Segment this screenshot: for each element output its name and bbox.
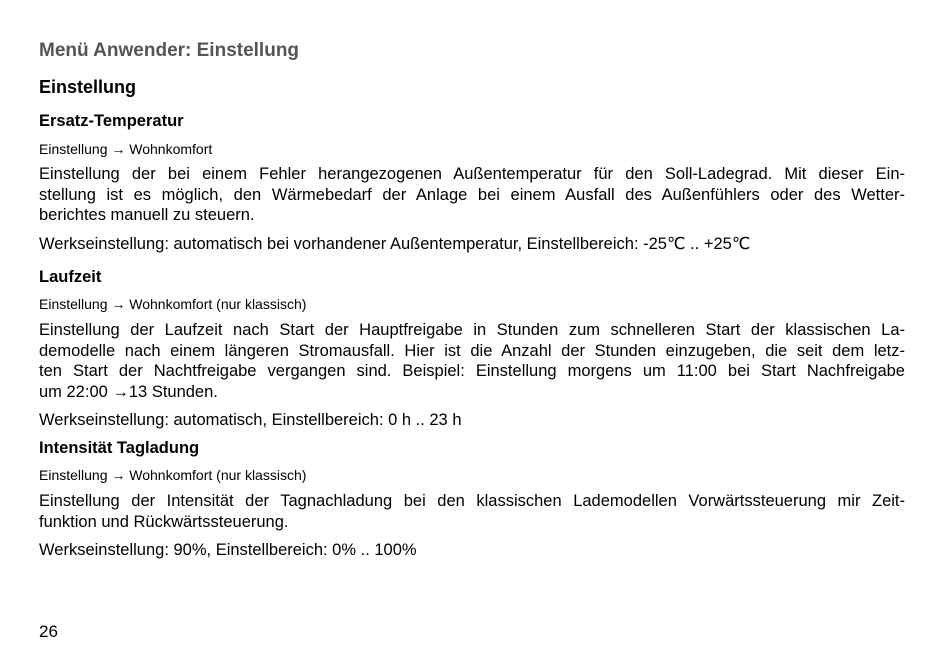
paragraph-line: Einstellung der Intensität der Tagnachladung bei den klassischen Lademodellen Vorwärtssteuerung mir Zeit-	[39, 492, 905, 510]
subsection-title-laufzeit: Laufzeit	[39, 268, 102, 286]
menu-path: Einstellung → Wohnkomfort (nur klassisch)	[39, 296, 307, 312]
paragraph-line: Einstellung der bei einem Fehler herangezogenen Außentemperatur für den Soll-Ladegrad. Mit dieser Ein-	[39, 165, 905, 183]
description-paragraph	[39, 320, 905, 402]
subsection-title-ersatz-temperatur: Ersatz-Temperatur	[39, 112, 184, 130]
paragraph-line: stellung ist es möglich, den Wärmebedarf der Anlage bei einem Ausfall des Außenfühlers oder des Wetter-	[39, 185, 905, 204]
paragraph-line: funktion und Rückwärtssteuerung.	[39, 512, 289, 531]
chapter-heading: Menü Anwender: Einstellung	[39, 40, 300, 61]
factory-setting-text: Werkseinstellung: automatisch, Einstellbereich: 0 h .. 23 h	[39, 411, 462, 429]
factory-setting-text: Werkseinstellung: 90%, Einstellbereich: 0% .. 100%	[39, 541, 417, 559]
paragraph-line: berichtes manuell zu steuern.	[39, 206, 255, 224]
menu-path: Einstellung → Wohnkomfort	[39, 141, 213, 157]
description-paragraph	[39, 164, 905, 226]
paragraph-line: demodelle nach einem längeren Stromausfall. Hier ist die Anzahl der Stunden einzugeben, die seit dem letz-	[39, 341, 905, 360]
description-paragraph	[39, 491, 905, 532]
factory-setting-text: Werkseinstellung: automatisch bei vorhandener Außentemperatur, Einstellbereich: -25℃ .. +25℃	[39, 235, 751, 253]
paragraph-line: um 22:00 →13 Stunden.	[39, 382, 218, 401]
subsection-title-intensitaet-tagladung: Intensität Tagladung	[39, 439, 200, 457]
section-heading: Einstellung	[39, 77, 137, 97]
paragraph-line: Einstellung der Laufzeit nach Start der Hauptfreigabe in Stunden zum schnelleren Start der klassischen La-	[39, 321, 905, 339]
page-number: 26	[39, 622, 58, 641]
paragraph-line: ten Start der Nachtfreigabe vergangen sind. Beispiel: Einstellung morgens um 11:00 bei Start Nachfreigabe	[39, 362, 905, 380]
menu-path: Einstellung → Wohnkomfort (nur klassisch)	[39, 467, 307, 483]
